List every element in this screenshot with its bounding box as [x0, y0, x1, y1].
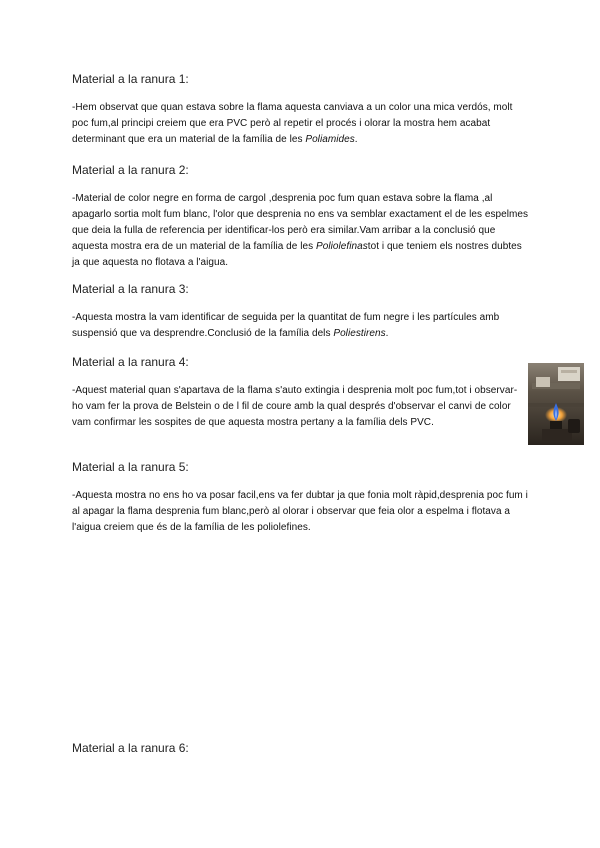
- section-2-heading: Material a la ranura 2:: [72, 163, 189, 177]
- section-6-heading: Material a la ranura 6:: [72, 741, 189, 755]
- section-3-text: [72, 310, 524, 342]
- section-3-heading: Material a la ranura 3:: [72, 282, 189, 296]
- section-5-heading: Material a la ranura 5:: [72, 460, 189, 474]
- section-1-text: [72, 100, 524, 148]
- burner-flame-icon: [528, 363, 584, 445]
- section-2-tail: tot i que teniem els nostres dubtes ja que aquesta no flotava a l'aigua.: [72, 241, 522, 268]
- burner-flame-photo: [528, 363, 584, 445]
- section-4-body: -Aquest material quan s'apartava de la flama s'auto extingia i desprenia molt poc fum,tot i observar-ho vam fer la prova de Belstein o de l fil de coure amb la qual després d'observar el canvi de color vam confirmar les sospites de que aquesta mostra pertany a la família dels PVC.: [72, 385, 518, 428]
- section-1-heading: Material a la ranura 1:: [72, 72, 189, 86]
- section-4-text: [72, 383, 524, 431]
- section-5-body: -Aquesta mostra no ens ho va posar facil,ens va fer dubtar ja que fonia molt ràpid,desprenia poc fum i al apagar la flama desprenia fum blanc,però al olorar i observar que feia olor a espelma i flotava a l'aigua creiem que és de la família de les poliolefines.: [72, 490, 528, 533]
- section-3-body: -Aquesta mostra la vam identificar de seguida per la quantitat de fum negre i les partícules amb suspensió que va desprendre.Conclusió de la família dels: [72, 312, 500, 339]
- section-4-heading: Material a la ranura 4:: [72, 355, 189, 369]
- section-1-tail: .: [354, 134, 358, 145]
- section-1-family: Poliamides: [305, 134, 355, 145]
- section-3-family: Poliestirens: [333, 328, 386, 339]
- section-3-tail: .: [385, 328, 389, 339]
- section-2-family: Poliolefinas: [316, 241, 368, 252]
- section-5-text: [72, 488, 534, 536]
- section-2-body: -Material de color negre en forma de cargol ,desprenia poc fum quan estava sobre la flama ,al apagarlo sortia molt fum blanc, l'olor que desprenia no ens va semblar exactament el de les espelmes que deia la fulla de referencia per identificar-los però era similar.Vam arribar a la conclusió que aquesta mostra era de un material de la família de les: [72, 193, 529, 252]
- section-1-body: -Hem observat que quan estava sobre la flama aquesta canviava a un color una mica verdós, molt poc fum,al principi creiem que era PVC però al repetir el procés i olorar la mostra hem acabat determinant que era un material de la família de les: [72, 102, 513, 145]
- section-2-text: [72, 191, 530, 271]
